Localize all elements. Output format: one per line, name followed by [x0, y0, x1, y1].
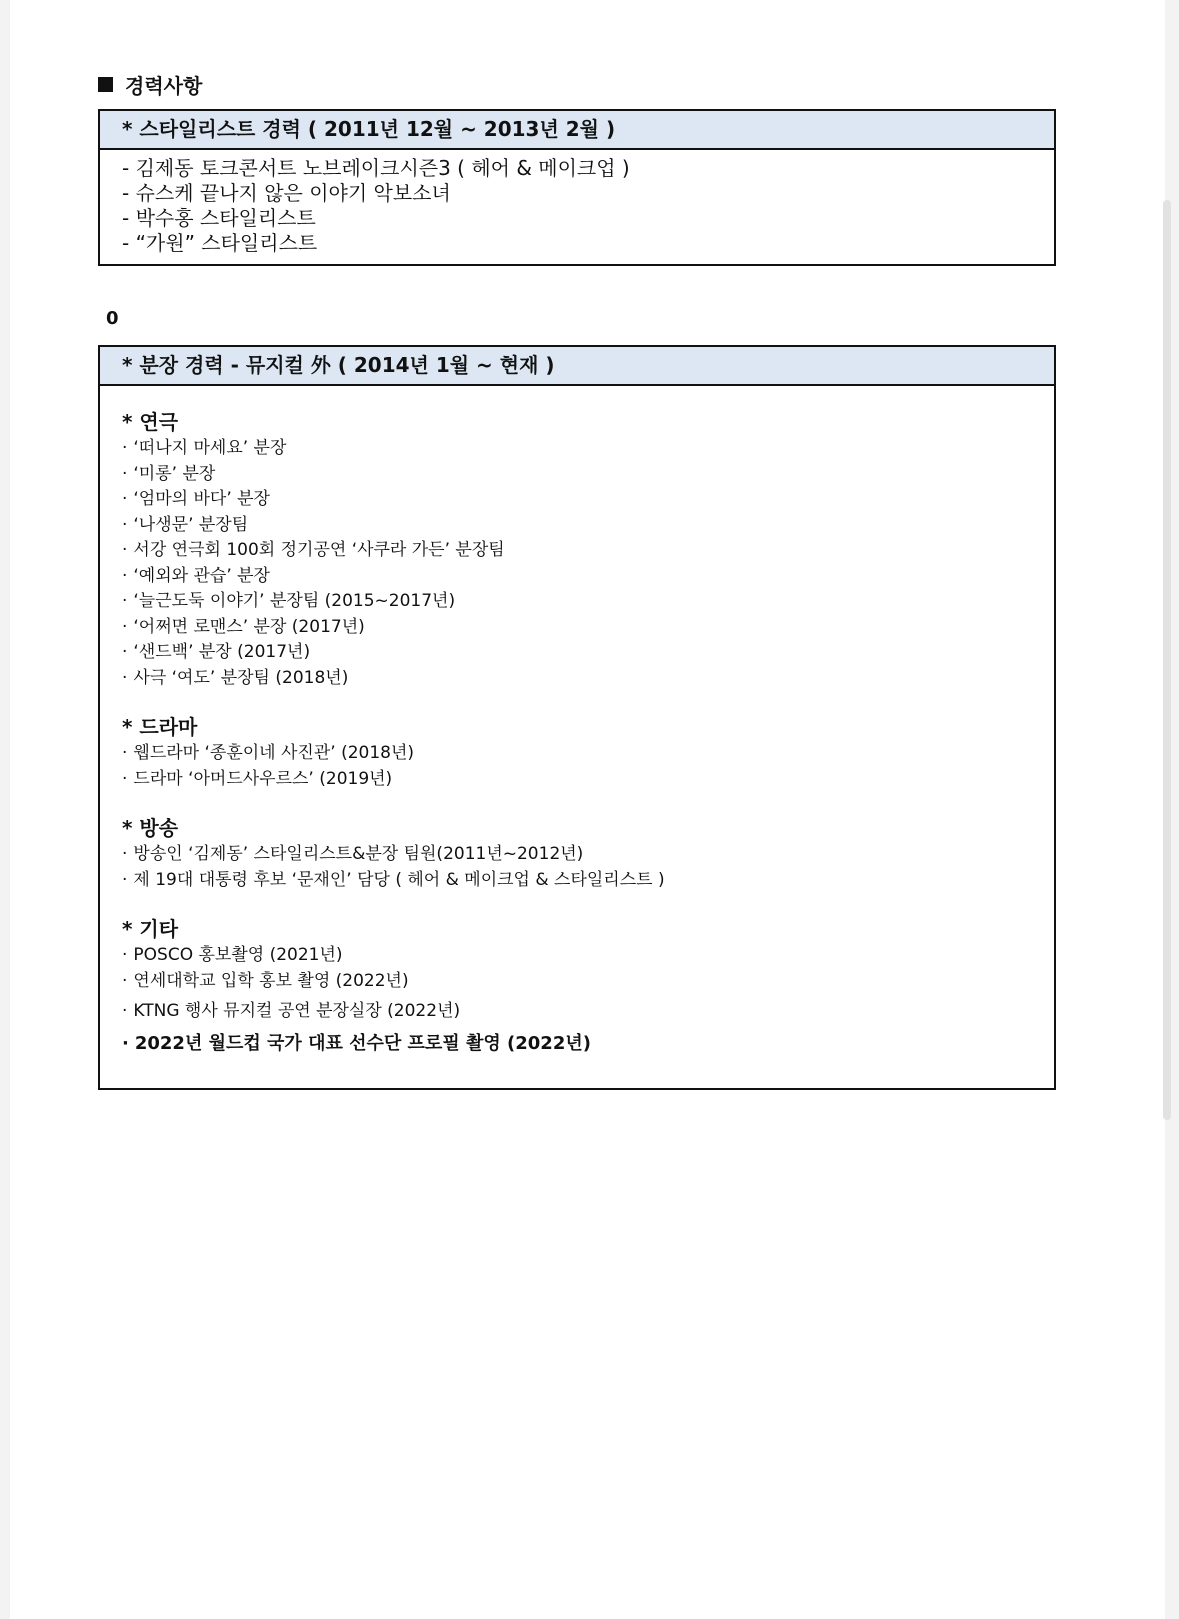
stylist-career-box: [98, 109, 1056, 266]
bullet-icon: ·: [122, 514, 128, 535]
list-item: · ‘늘근도둑 이야기’ 분장팀 (2015~2017년): [122, 591, 456, 611]
list-item: · ‘미롱’ 분장: [122, 463, 216, 484]
list-item: - 김제동 토크콘서트 노브레이크시즌3 ( 헤어 & 메이크업 ): [122, 156, 630, 180]
list-item: · 2022년 월드컵 국가 대표 선수단 프로필 촬영 (2022년): [122, 1032, 591, 1054]
list-item: · ‘어쩌면 로맨스’ 분장 (2017년): [122, 616, 365, 637]
bullet-icon: ·: [122, 489, 128, 509]
bullet-icon: ·: [122, 667, 128, 688]
bullet-icon: ·: [122, 591, 128, 611]
section-title: * 기타: [122, 917, 179, 941]
bullet-icon: ·: [122, 945, 128, 965]
square-bullet-icon: [98, 77, 113, 92]
list-item: · KTNG 행사 뮤지컬 공연 분장실장 (2022년): [122, 1001, 461, 1021]
bullet-icon: ·: [122, 869, 128, 890]
list-item: · 서강 연극회 100회 정기공연 ‘사쿠라 가든’ 분장팀: [122, 540, 505, 560]
list-item: · 드라마 ‘아머드사우르스’ (2019년): [122, 768, 393, 789]
etc-section: [122, 915, 1054, 1056]
bullet-icon: ·: [122, 768, 128, 789]
separator-text: 0: [106, 308, 119, 329]
list-item: · 사극 ‘여도’ 분장팀 (2018년): [122, 667, 349, 688]
list-item: · 연세대학교 입학 홍보 촬영 (2022년): [122, 970, 409, 991]
bullet-icon: ·: [122, 743, 128, 763]
bullet-icon: ·: [122, 970, 128, 991]
makeup-career-title: * 분장 경력 - 뮤지컬 外 ( 2014년 1월 ~ 현재 ): [100, 347, 1054, 386]
list-item: · 웹드라마 ‘종훈이네 사진관’ (2018년): [122, 743, 415, 763]
list-item: · 제 19대 대통령 후보 ‘문재인’ 담당 ( 헤어 & 메이크업 & 스타일리스트 ): [122, 869, 665, 890]
list-item: · POSCO 홍보촬영 (2021년): [122, 945, 343, 965]
theater-section: [122, 408, 1054, 691]
drama-section: [122, 713, 1054, 792]
list-item: - 슈스케 끝나지 않은 이야기 악보소녀: [122, 181, 451, 205]
makeup-career-body: [100, 386, 1054, 1056]
section-title: * 방송: [122, 816, 179, 840]
list-item: - 박수홍 스타일리스트: [122, 206, 316, 230]
stylist-career-title: * 스타일리스트 경력 ( 2011년 12월 ~ 2013년 2월 ): [100, 111, 1054, 150]
list-item: · 방송인 ‘김제동’ 스타일리스트&분장 팀원(2011년~2012년): [122, 844, 584, 864]
bullet-icon: ·: [122, 438, 128, 458]
list-item: · ‘엄마의 바다’ 분장: [122, 489, 270, 509]
scrollbar[interactable]: [1163, 200, 1171, 1120]
stylist-career-list: [100, 150, 1054, 256]
bullet-icon: ·: [122, 540, 128, 560]
list-item: - “가원” 스타일리스트: [122, 231, 318, 255]
section-title: * 드라마: [122, 715, 198, 739]
list-item: · ‘샌드백’ 분장 (2017년): [122, 642, 311, 662]
list-item: · ‘떠나지 마세요’ 분장: [122, 438, 287, 458]
section-title: * 연극: [122, 410, 179, 434]
bullet-icon: ·: [122, 642, 128, 662]
bullet-icon: ·: [122, 1001, 128, 1021]
bullet-icon: ·: [122, 1032, 129, 1054]
bullet-icon: ·: [122, 844, 128, 864]
section-heading-text: 경력사항: [125, 74, 203, 98]
makeup-career-box: [98, 345, 1056, 1090]
bullet-icon: ·: [122, 616, 128, 637]
list-item: · ‘예외와 관습’ 분장: [122, 565, 270, 586]
list-item: · ‘나생문’ 분장팀: [122, 514, 249, 535]
broadcast-section: [122, 814, 1054, 893]
bullet-icon: ·: [122, 463, 128, 484]
section-heading: [98, 70, 202, 99]
bullet-icon: ·: [122, 565, 128, 586]
